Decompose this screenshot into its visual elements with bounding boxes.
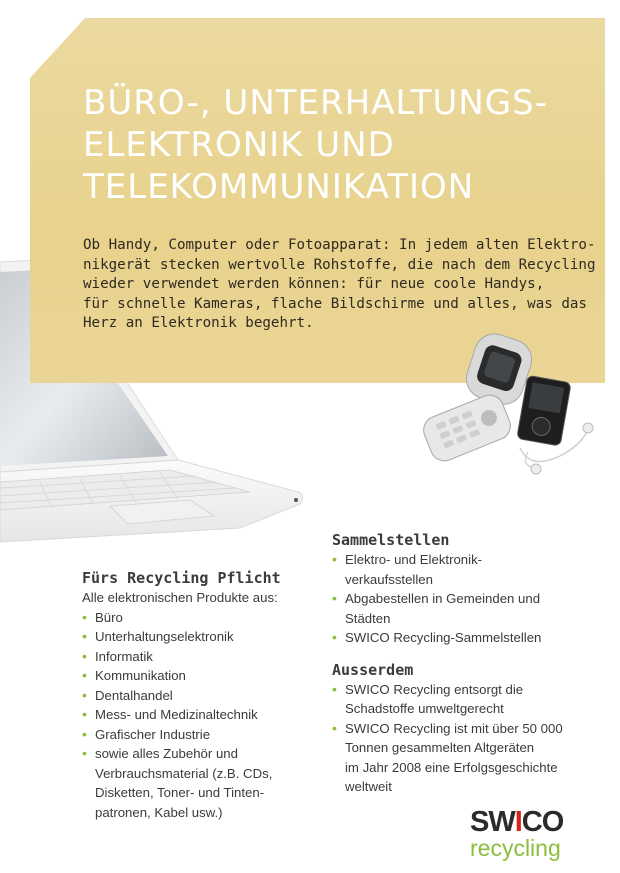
recycling-pflicht-section [82,568,322,822]
phones-illustration [410,330,600,480]
page-title [83,82,583,208]
logo-subline: recycling [470,835,561,861]
list-item: • sowie alles Zubehör und Verbrauchsmaterial (z.B. CDs, Disketten, Toner- und Tinten- patronen, Kabel usw.) [82,744,322,822]
section-heading: Fürs Recycling Pflicht [82,569,281,587]
section-lead: Alle elektronischen Produkte aus: [82,590,278,605]
intro-line: Ob Handy, Computer oder Fotoapparat: In jedem alten Elektro- [83,237,596,253]
list-item: • Büro [82,608,322,628]
list-item: • Dentalhandel [82,686,322,706]
logo-wordmark: SWICO [470,806,564,838]
list-item: • Abgabestellen in Gemeinden und Städten [332,589,592,628]
title-line: BÜRO-, UNTERHALTUNGS- [83,83,548,123]
title-line: ELEKTRONIK UND [83,125,395,165]
list-item: • Grafischer Industrie [82,725,322,745]
list-item: • Unterhaltungselektronik [82,627,322,647]
intro-line: nikgerät stecken wertvolle Rohstoffe, die nach dem Recycling [83,256,596,273]
list-item: • Elektro- und Elektronik- verkaufsstellen [332,550,592,589]
list-item: • Mess- und Medizinaltechnik [82,705,322,725]
list-item: • Informatik [82,647,322,667]
product-list [82,608,322,823]
right-column [332,530,592,797]
intro-line: für schnelle Kameras, flache Bildschirme und alles, was das [83,295,587,312]
title-line: TELEKOMMUNIKATION [83,167,475,207]
section-heading: Sammelstellen [332,531,450,549]
list-item: • SWICO Recycling ist mit über 50 000 Tonnen gesammelten Altgeräten im Jahr 2008 eine Erfolgsgeschichte weltweit [332,719,592,797]
list-item: • Kommunikation [82,666,322,686]
swico-recycling-logo [470,808,570,860]
intro-paragraph [83,236,596,334]
intro-line: Herz an Elektronik begehrt. [83,315,314,332]
list-item: • SWICO Recycling entsorgt die Schadstoffe umweltgerecht [332,680,592,719]
ausserdem-list [332,680,592,797]
list-item: • SWICO Recycling-Sammelstellen [332,628,592,648]
sammelstellen-list [332,550,592,648]
intro-line: wieder verwendet werden können: für neue coole Handys, [83,276,545,293]
section-heading: Ausserdem [332,660,414,679]
